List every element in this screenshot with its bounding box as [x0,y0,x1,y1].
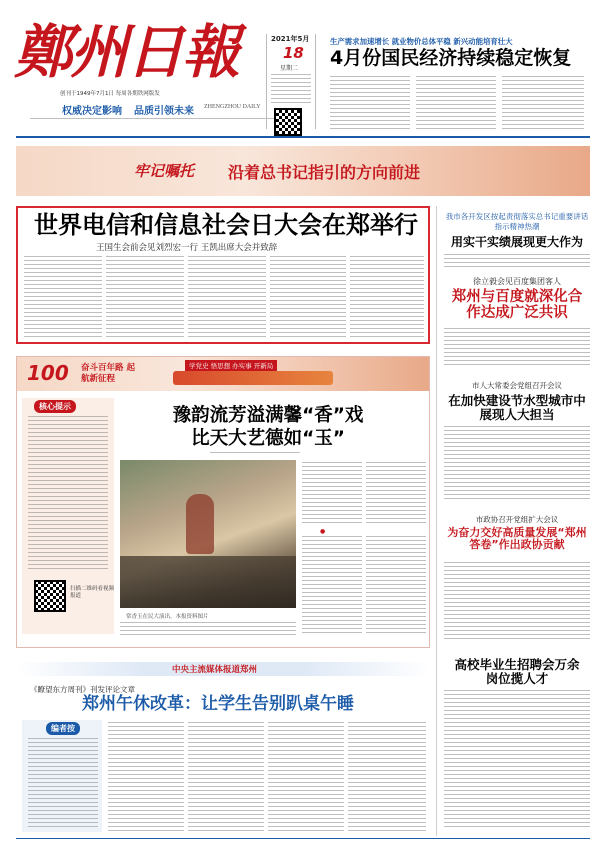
right-item3-body [444,426,590,500]
feature-banner [17,357,429,391]
theme-banner [16,146,590,196]
editor-note-label: 编者按 [46,722,80,735]
bottom-body-col1 [108,722,184,832]
date-box [266,34,316,129]
bottom-kicker: 《瞭望东方周刊》刊发评论文章 [30,685,135,694]
right-item1-body [444,254,590,268]
top-news-body-col3 [502,76,584,130]
banner-left-text: 牢记嘱托 [134,162,195,180]
feature-body-col4 [366,536,426,636]
lead-body-col1 [24,256,102,338]
right-item3-kicker: 市人大常委会党组召开会议 [472,381,562,390]
bottom-headline: 郑州午休改革：让学生告别趴桌午睡 [82,694,354,714]
feature-photo-crowd [120,556,296,608]
english-name: ZHENGZHOU DAILY [204,104,261,110]
masthead-divider [16,136,590,138]
feature-headline: 豫韵流芳溢满馨“香”戏比天大艺德如“玉” [172,405,364,450]
feature-subsection-label: ● [320,528,326,535]
right-item5-body [444,690,590,830]
feature-byline [210,452,300,456]
issue-info: 创刊于1949年7月1日 每周各期铁网版发 [60,91,160,97]
bottom-body-col2 [188,722,264,832]
right-item4-kicker: 市政协召开党组扩大会议 [475,515,559,524]
feature-slogan-script [173,371,333,385]
feature-photo-caption: 常香玉在民大演出。本报资料图片 [126,614,209,620]
weekday: 星期二 [280,65,299,72]
date-box-small-print [271,74,311,104]
masthead-small-print [30,118,290,122]
masthead-qr-code[interactable] [274,108,302,136]
bottom-body-col4 [348,722,426,832]
lead-body-col4 [270,256,346,338]
lead-body-col2 [106,256,184,338]
top-news-body-col1 [330,76,410,130]
editor-note-body [28,738,98,828]
feature-photo [120,460,296,608]
right-item3-headline: 在加快建设节水型城市中展现人大担当 [448,393,586,422]
top-news-kicker: 生产需求加速增长 就业物价总体平稳 新兴动能培育壮大 [330,37,513,46]
date-day: 18 [283,44,304,62]
top-news-body-col2 [416,76,496,130]
feature-body-col1 [302,462,362,524]
core-tip-label: 核心提示 [34,400,76,413]
feature-body-col5 [120,622,296,636]
right-item1-kicker: 我市各开发区按起责彻落实总书记重要讲话指示精神热潮 [445,212,589,232]
bottom-body-col3 [268,722,344,832]
slogan-1: 权威决定影响 [62,106,122,117]
date-year-month: 2021年5月 [271,35,310,43]
feature-slogan: 学党史 悟思想 办实事 开新局 [185,360,277,371]
right-item1-headline: 用实干实绩展现更大作为 [450,235,583,249]
lead-body-col3 [188,256,266,338]
feature-qr-code[interactable] [34,580,66,612]
right-item4-body [444,562,590,642]
top-news-headline: 4月份国民经济持续稳定恢复 [330,47,572,69]
core-tip-body [28,416,108,572]
right-col-divider [436,206,437,836]
lead-body-col5 [350,256,424,338]
right-item5-headline: 高校毕业生招聘会万余岗位揽人才 [454,657,580,686]
page-bottom-rule [16,838,590,839]
right-item2-kicker: 徐立毅会见百度集团客人 [473,277,561,286]
feature-photo-figure [186,494,214,554]
right-item2-headline: 郑州与百度就深化合作达成广泛共识 [451,289,583,321]
feature-body-col3 [302,536,362,636]
lead-headline: 世界电信和信息社会日大会在郑举行 [34,211,418,239]
banner-right-text: 沿着总书记指引的方向前进 [228,163,421,182]
right-item2-body [444,328,590,368]
slogan-2: 品质引领未来 [134,106,194,117]
feature-qr-caption: 扫描二维码看视频报道 [70,586,115,600]
lead-subhead: 王国生会前会见刘烈宏一行 王凯出席大会并致辞 [96,243,278,253]
feature-body-col2 [366,462,426,524]
right-item4-headline: 为奋力交好高质量发展“郑州答卷”作出政协贡献 [447,526,587,552]
feature-banner-text: 奋斗百年路 起航新征程 [81,363,135,384]
bottom-band-label: 中央主流媒体报道郑州 [172,665,258,675]
feature-banner-100: 100 [27,361,69,385]
masthead-logo: 鄭州日報 [14,18,239,86]
